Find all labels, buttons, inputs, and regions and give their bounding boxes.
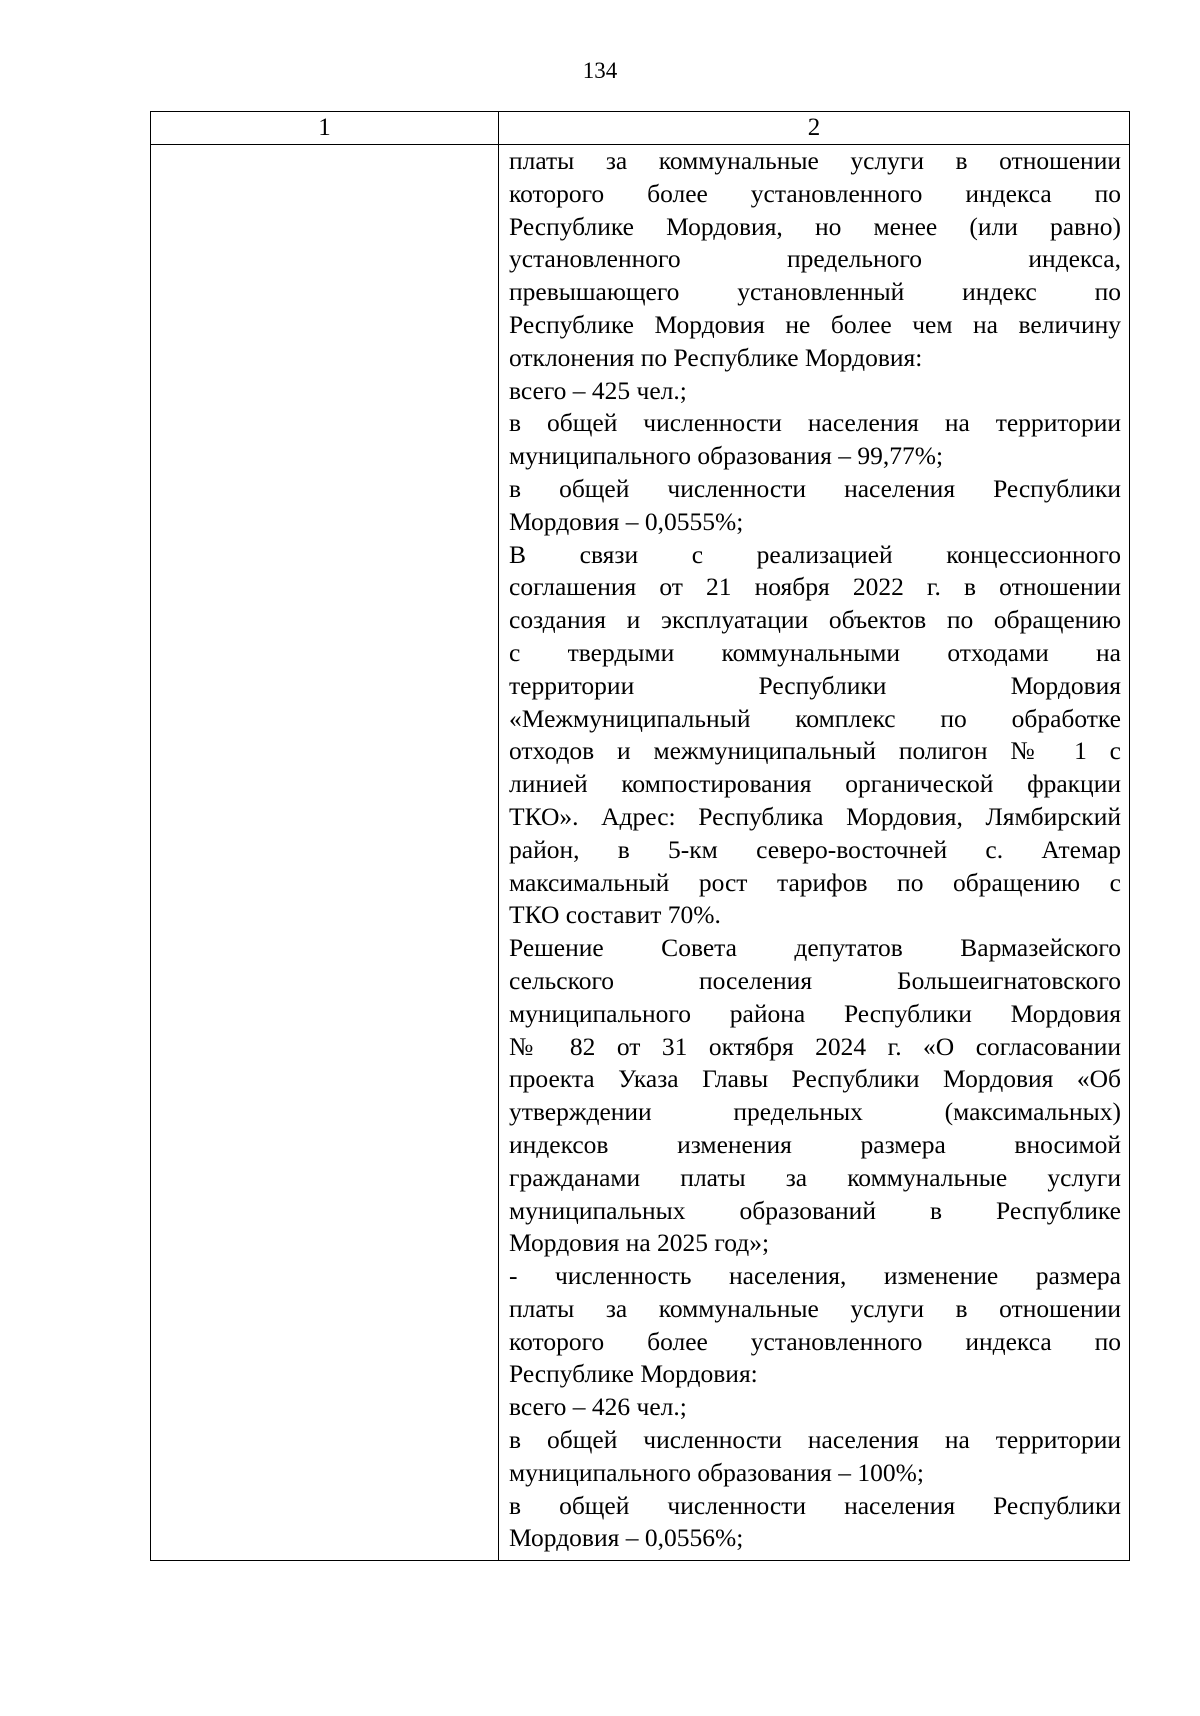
text-line: сельского поселения Большеигнатовского [509, 965, 1121, 995]
text-line: муниципального образования – 100%; [509, 1457, 924, 1487]
document-table [150, 111, 1130, 1561]
column-2-header: 2 [807, 114, 821, 141]
text-line: платы за коммунальные услуги в отношении [509, 1293, 1121, 1323]
column-1-header: 1 [318, 114, 331, 141]
text-line: с твердыми коммунальными отходами на [509, 637, 1121, 667]
text-line: платы за коммунальные услуги в отношении [509, 146, 1121, 175]
text-line: Мордовия – 0,0556%; [509, 1523, 744, 1553]
text-line: район, в 5-км северо-восточней с. Атемар [509, 834, 1121, 864]
text-line: которого более установленного индекса по [509, 178, 1121, 208]
text-line: всего – 425 чел.; [509, 375, 687, 405]
column-divider [498, 112, 499, 1560]
text-line: отходов и межмуниципальный полигон № 1 с [509, 736, 1121, 766]
text-line: - численность населения, изменение размера [509, 1261, 1121, 1291]
text-line: в общей численности населения Республики [509, 473, 1121, 503]
text-line: установленного предельного индекса, [509, 244, 1121, 274]
text-line: которого более установленного индекса по [509, 1326, 1121, 1356]
text-line: гражданами платы за коммунальные услуги [509, 1162, 1121, 1192]
text-line: создания и эксплуатации объектов по обращению [509, 605, 1121, 635]
text-line: ТКО составит 70%. [509, 900, 721, 930]
text-line: отклонения по Республике Мордовия: [509, 342, 923, 372]
text-line: Республике Мордовия: [509, 1359, 758, 1389]
text-line: в общей численности населения на территории [509, 1425, 1121, 1455]
text-line: Решение Совета депутатов Вармазейского [509, 933, 1121, 963]
text-line: Республике Мордовия не более чем на величину [509, 309, 1121, 339]
text-line: превышающего установленный индекс по [509, 277, 1121, 307]
text-line: территории Республики Мордовия [509, 670, 1121, 700]
text-line: Республике Мордовия, но менее (или равно) [509, 211, 1121, 241]
text-line: № 82 от 31 октября 2024 г. «О согласовании [509, 1031, 1121, 1061]
text-line: максимальный рост тарифов по обращению с [509, 867, 1121, 897]
text-line: соглашения от 21 ноября 2022 г. в отношении [509, 572, 1121, 602]
column-2-text-cell [509, 145, 1121, 1555]
text-line: муниципальных образований в Республике [509, 1195, 1121, 1225]
text-line: линией компостирования органической фракции [509, 769, 1121, 799]
text-line: муниципального района Республики Мордовия [509, 998, 1121, 1028]
page-number: 134 [582, 58, 618, 83]
text-line: утверждении предельных (максимальных) [509, 1097, 1121, 1127]
text-line: индексов изменения размера вносимой [509, 1129, 1121, 1159]
text-line: «Межмуниципальный комплекс по обработке [509, 703, 1121, 733]
text-line: ТКО». Адрес: Республика Мордовия, Лямбирский [509, 801, 1121, 831]
text-line: в общей численности населения на территории [509, 408, 1121, 438]
text-line: всего – 426 чел.; [509, 1392, 687, 1422]
text-line: В связи с реализацией концессионного [509, 539, 1121, 569]
table-header-row [151, 112, 1129, 145]
text-line: Мордовия на 2025 год»; [509, 1228, 770, 1258]
text-line: проекта Указа Главы Республики Мордовия «Об [509, 1064, 1121, 1094]
text-line: в общей численности населения Республики [509, 1490, 1121, 1520]
text-line: Мордовия – 0,0555%; [509, 506, 744, 536]
text-line: муниципального образования – 99,77%; [509, 441, 944, 471]
